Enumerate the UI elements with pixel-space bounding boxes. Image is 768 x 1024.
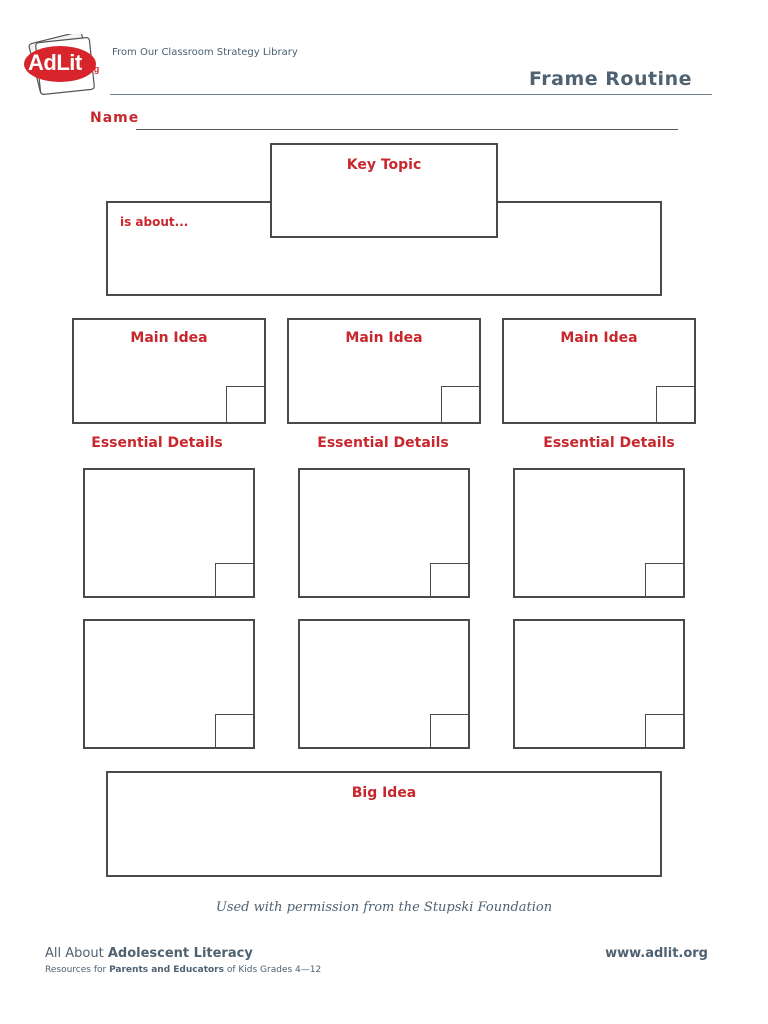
rating-corner-box[interactable] [215,714,253,747]
essential-details-label-1: Essential Details [91,435,223,451]
rating-corner-box[interactable] [226,386,264,422]
rating-corner-box[interactable] [430,714,468,747]
rating-corner-box[interactable] [645,563,683,596]
footer-sub-prefix: Resources for [45,965,110,975]
adlit-logo [22,34,108,96]
main-idea-box-2[interactable] [287,318,481,424]
rating-corner-box[interactable] [215,563,253,596]
footer-url[interactable]: www.adlit.org [605,946,708,961]
rating-corner-box[interactable] [441,386,479,422]
rating-corner-box[interactable] [645,714,683,747]
detail-box-3-2[interactable] [513,619,685,749]
detail-box-1-2[interactable] [83,619,255,749]
main-idea-box-1[interactable] [72,318,266,424]
detail-box-3-1[interactable] [513,468,685,598]
detail-box-2-2[interactable] [298,619,470,749]
essential-details-label-2: Essential Details [317,435,449,451]
permission-note: Used with permission from the Stupski Foundation [215,900,553,915]
name-label: Name [90,110,140,126]
main-idea-label: Main Idea [560,330,638,346]
big-idea-label: Big Idea [351,785,417,801]
key-topic-label: Key Topic [346,157,422,173]
page-title: Frame Routine [529,68,692,90]
footer-subline [45,965,321,975]
footer-brand-strong: Adolescent Literacy [107,946,253,961]
header-rule [110,94,712,95]
detail-box-1-1[interactable] [83,468,255,598]
key-topic-box[interactable] [270,143,498,238]
footer-brand-prefix: All About [45,946,108,961]
main-idea-box-3[interactable] [502,318,696,424]
detail-box-2-1[interactable] [298,468,470,598]
essential-details-label-3: Essential Details [543,435,675,451]
big-idea-box[interactable] [106,771,662,877]
name-line[interactable] [136,129,678,130]
is-about-label: is about... [120,215,189,229]
footer-sub-suffix: of Kids Grades 4—12 [223,965,322,975]
rating-corner-box[interactable] [430,563,468,596]
header-tagline: From Our Classroom Strategy Library [112,47,298,58]
main-idea-label: Main Idea [130,330,208,346]
footer-brand [45,946,253,961]
logo-suffix: .org [83,64,99,74]
rating-corner-box[interactable] [656,386,694,422]
main-idea-label: Main Idea [345,330,423,346]
footer-sub-strong: Parents and Educators [109,965,224,975]
logo-text: AdLit [28,50,82,75]
